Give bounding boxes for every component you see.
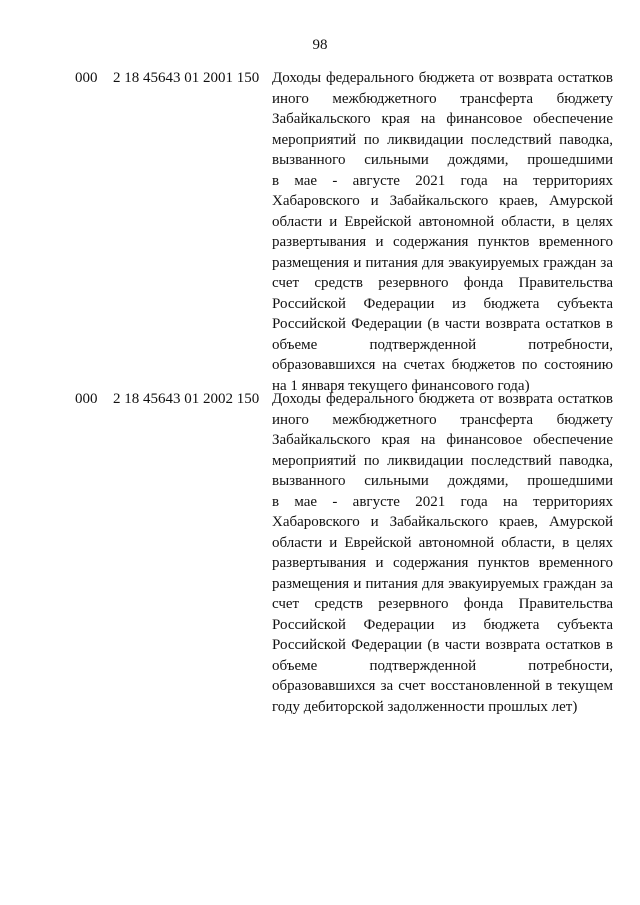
description-line: размещения и питания для эвакуируемых граждан за [272, 575, 613, 592]
description-line: мероприятий по ликвидации последствий паводка, [272, 131, 613, 148]
description-line: образовавшихся за счет восстановленной в текущем [272, 678, 613, 694]
description-line: Российской Федерации (в части возврата остатков в [272, 316, 613, 332]
description-line: объеме подтвержденной потребности, [272, 657, 613, 674]
description-line: Хабаровского и Забайкальского краев, Амурской [272, 514, 613, 530]
description-line: иного межбюджетного трансферта бюджету [272, 90, 613, 107]
description-line: области и Еврейской автономной области, в целях [272, 213, 613, 230]
description-line: развертывания и содержания пунктов временного [272, 234, 613, 250]
description-line: области и Еврейской автономной области, в целях [272, 534, 613, 551]
description-line: вызванного сильными дождями, прошедшими [272, 152, 613, 168]
description-line: размещения и питания для эвакуируемых граждан за [272, 254, 613, 271]
description-line: объеме подтвержденной потребности, [272, 336, 613, 353]
description-line: Доходы федерального бюджета от возврата остатков [272, 391, 613, 407]
description-line: Российской Федерации (в части возврата остатков в [272, 637, 613, 653]
description-line: развертывания и содержания пунктов временного [272, 555, 613, 571]
description-line: Забайкальского края на финансовое обеспечение [272, 432, 613, 448]
description-line: Российской Федерации из бюджета субъекта [272, 295, 613, 312]
budget-classification-code: 2 18 45643 01 2001 150 [113, 70, 260, 86]
description-line: мероприятий по ликвидации последствий паводка, [272, 452, 613, 469]
admin-code: 000 [75, 391, 98, 407]
description-line: Российской Федерации из бюджета субъекта [272, 616, 613, 633]
budget-classification-code: 2 18 45643 01 2002 150 [113, 391, 260, 407]
description-line: иного межбюджетного трансферта бюджету [272, 411, 613, 428]
description-line: году дебиторской задолженности прошлых лет) [272, 698, 578, 715]
description-line: Забайкальского края на финансовое обеспечение [272, 111, 613, 127]
description-line: вызванного сильными дождями, прошедшими [272, 473, 613, 489]
description-line: счет средств резервного фонда Правительства [272, 596, 613, 612]
admin-code: 000 [75, 70, 98, 86]
description-line: на 1 января текущего финансового года) [272, 377, 530, 394]
description-line: Доходы федерального бюджета от возврата остатков [272, 70, 613, 86]
description-line: в мае - августе 2021 года на территориях [272, 493, 613, 510]
description-line: в мае - августе 2021 года на территориях [272, 172, 613, 189]
description-line: Хабаровского и Забайкальского краев, Амурской [272, 193, 613, 209]
income-description [272, 389, 613, 717]
page-number: 98 [312, 37, 328, 53]
income-description [272, 68, 613, 396]
description-line: счет средств резервного фонда Правительства [272, 275, 613, 291]
description-line: образовавшихся на счетах бюджетов по состоянию [272, 357, 613, 373]
